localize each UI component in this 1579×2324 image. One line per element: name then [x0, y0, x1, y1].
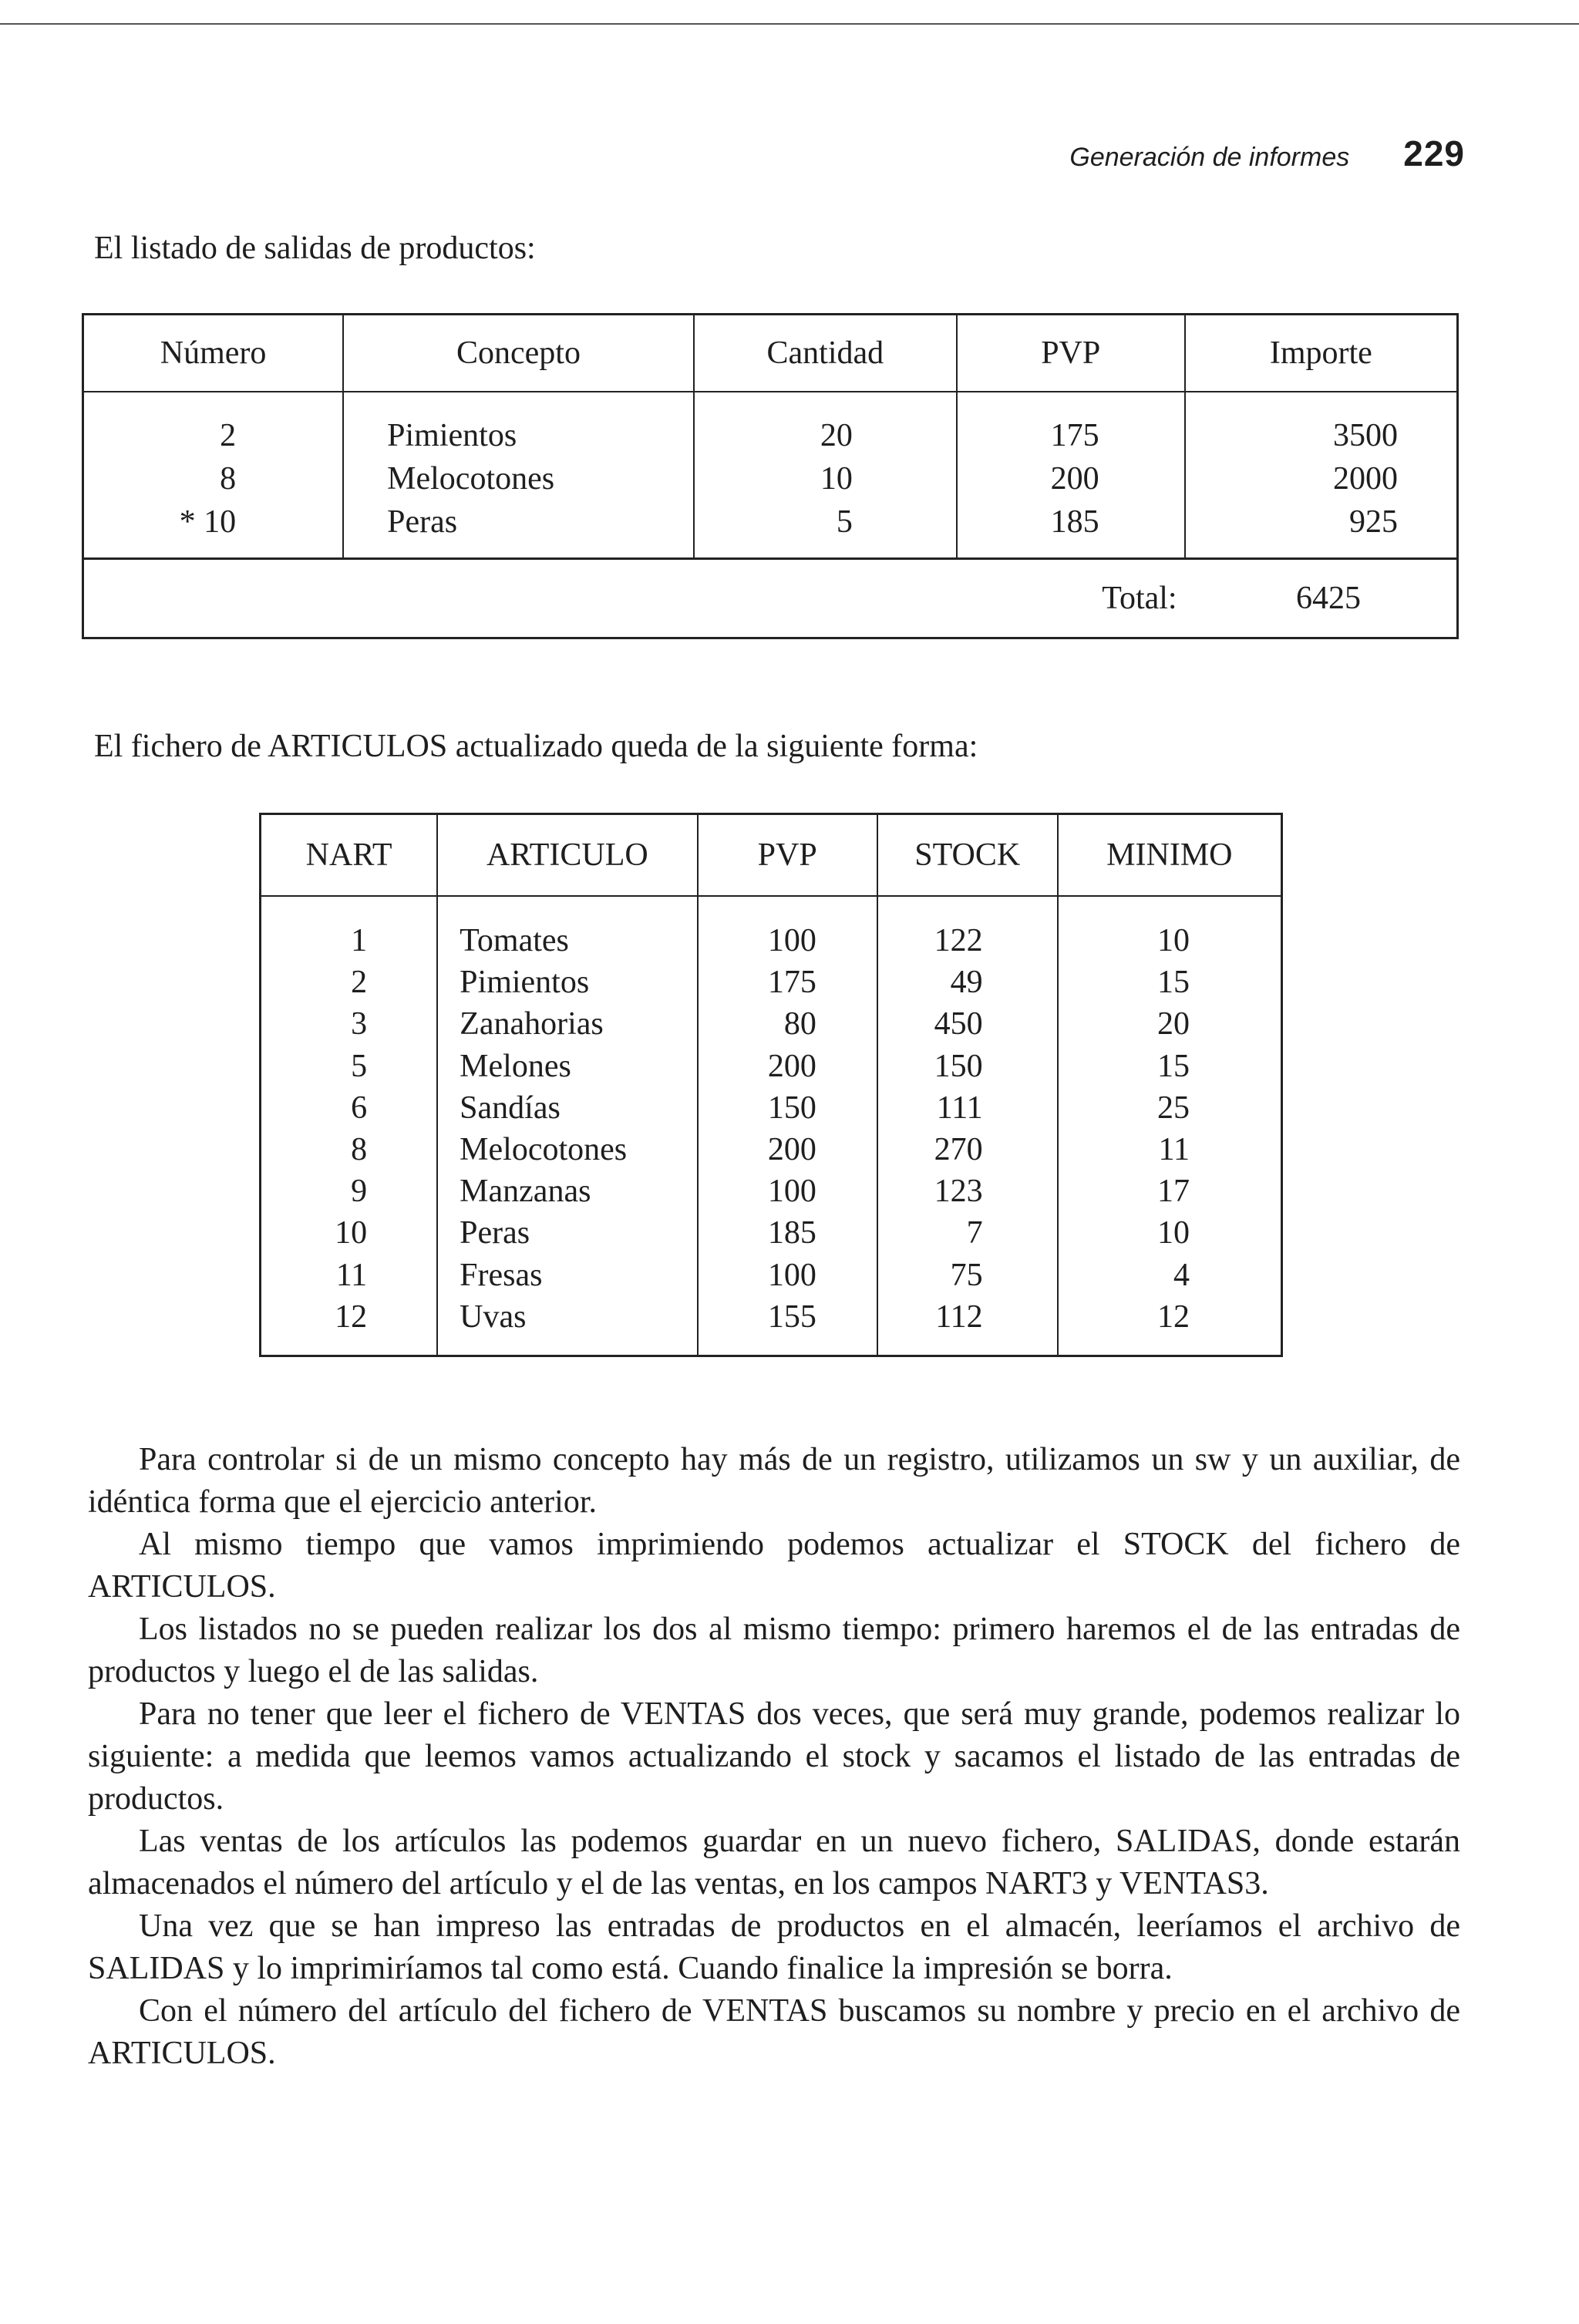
- salidas-body: [83, 392, 1458, 559]
- table-cell: 2: [351, 965, 368, 1001]
- col-pvp: PVP: [957, 315, 1185, 392]
- paragraph: Para no tener que leer el fichero de VENTAS dos veces, que será muy grande, podemos realizar lo siguiente: a medida que leemos vamos actualizando el stock y sacamos el listado de las entradas de productos.: [88, 1696, 1460, 1817]
- paragraph: Las ventas de los artículos las podemos guardar en un nuevo fichero, SALIDAS, donde estarán almacenados el número del artículo y el de las ventas, en los campos NART3 y VENTAS3.: [88, 1824, 1460, 1901]
- table-cell: 8: [351, 1131, 368, 1167]
- table-cell: Manzanas: [460, 1174, 591, 1210]
- table-cell: Pimientos: [387, 418, 517, 453]
- table-cell: 12: [1157, 1298, 1190, 1335]
- salidas-header-row: [83, 315, 1458, 392]
- concepto-cell: [343, 392, 694, 559]
- table-cell: 20: [1157, 1006, 1190, 1042]
- table-cell: 150: [767, 1090, 816, 1126]
- articulo-cell: [437, 896, 697, 1356]
- col-articulo: ARTICULO: [437, 814, 697, 897]
- table-cell: 3: [351, 1006, 368, 1042]
- table-cell: Fresas: [460, 1257, 543, 1293]
- articulos-body: [261, 896, 1282, 1356]
- pvp-cell: [957, 392, 1185, 559]
- table-cell: 5: [836, 504, 853, 540]
- table-cell: 17: [1157, 1174, 1190, 1210]
- running-head: [1018, 133, 1465, 174]
- table-cell: 270: [934, 1131, 983, 1167]
- table-cell: 80: [783, 1006, 816, 1042]
- articulos-lead: El fichero de ARTICULOS actualizado queda de la siguiente forma:: [94, 729, 978, 764]
- paragraph: Para controlar si de un mismo concepto hay más de un registro, utilizamos un sw y un auxiliar, de idéntica forma que el ejercicio anterior.: [88, 1442, 1460, 1520]
- table-cell: 9: [351, 1174, 368, 1210]
- table-cell: 112: [935, 1298, 983, 1335]
- table-cell: 7: [966, 1215, 983, 1251]
- total-label: Total:: [83, 559, 1185, 638]
- col-numero: Número: [83, 315, 344, 392]
- table-cell: 15: [1157, 965, 1190, 1001]
- table-cell: 6: [351, 1090, 368, 1126]
- numero-cell: [83, 392, 344, 559]
- table-cell: 200: [767, 1131, 816, 1167]
- table-cell: 10: [1157, 1215, 1190, 1251]
- table-cell: 8: [220, 461, 237, 497]
- col-nart: NART: [261, 814, 438, 897]
- table-cell: 10: [1157, 923, 1190, 958]
- col-importe: Importe: [1185, 315, 1458, 392]
- table-cell: 25: [1157, 1090, 1190, 1126]
- table-cell: 2000: [1333, 461, 1398, 497]
- table-cell: 185: [1050, 504, 1099, 540]
- cantidad-cell: [694, 392, 957, 559]
- table-cell: 49: [950, 965, 983, 1001]
- table-cell: Sandías: [460, 1090, 561, 1126]
- table-cell: * 10: [179, 504, 237, 540]
- top-rule: [0, 23, 1579, 25]
- col-cantidad: Cantidad: [694, 315, 957, 392]
- table-cell: Melocotones: [387, 461, 555, 497]
- col-pvp: PVP: [698, 814, 877, 897]
- table-cell: 3500: [1333, 418, 1398, 453]
- table-cell: 175: [767, 965, 816, 1001]
- table-cell: 11: [1158, 1131, 1190, 1167]
- paragraph: Al mismo tiempo que vamos imprimiendo podemos actualizar el STOCK del fichero de ARTICULOS.: [88, 1527, 1460, 1605]
- table-cell: 75: [950, 1257, 983, 1293]
- table-cell: 122: [934, 923, 983, 958]
- table-cell: 200: [767, 1048, 816, 1084]
- table-cell: 150: [934, 1048, 983, 1084]
- importe-cell: [1185, 392, 1458, 559]
- col-concepto: Concepto: [343, 315, 694, 392]
- col-stock: STOCK: [877, 814, 1058, 897]
- table-cell: Pimientos: [460, 965, 590, 1001]
- table-cell: 11: [335, 1257, 368, 1293]
- table-cell: 15: [1157, 1048, 1190, 1084]
- body-text: [88, 1439, 1460, 2075]
- page-number: 229: [1403, 133, 1465, 173]
- table-cell: 5: [351, 1048, 368, 1084]
- table-cell: 100: [767, 1174, 816, 1210]
- articulos-table: [259, 813, 1283, 1357]
- running-title: Generación de informes: [1069, 143, 1350, 172]
- table-cell: 20: [820, 418, 853, 453]
- table-cell: 111: [936, 1090, 983, 1126]
- table-cell: 4: [1173, 1257, 1190, 1293]
- table-cell: Zanahorias: [460, 1006, 604, 1042]
- table-cell: Peras: [460, 1215, 530, 1251]
- articulos-header-row: [261, 814, 1282, 897]
- table-cell: 175: [1050, 418, 1099, 453]
- table-cell: 2: [220, 418, 237, 453]
- salidas-lead: El listado de salidas de productos:: [94, 231, 536, 266]
- minimo-cell: [1058, 896, 1282, 1356]
- nart-cell: [261, 896, 438, 1356]
- table-cell: 123: [934, 1174, 983, 1210]
- table-cell: 925: [1349, 504, 1398, 540]
- salidas-table: [82, 313, 1459, 639]
- paragraph: Una vez que se han impreso las entradas de productos en el almacén, leeríamos el archivo de SALIDAS y lo imprimiríamos tal como está. Cuando finalice la impresión se borra.: [88, 1908, 1460, 1986]
- table-cell: 100: [767, 1257, 816, 1293]
- table-cell: Melocotones: [460, 1131, 628, 1167]
- total-value: 6425: [1185, 559, 1458, 638]
- table-cell: 12: [335, 1298, 368, 1335]
- stock-cell: [877, 896, 1058, 1356]
- table-cell: Uvas: [460, 1298, 527, 1335]
- paragraph: Los listados no se pueden realizar los dos al mismo tiempo: primero haremos el de las entradas de productos y luego el de las salidas.: [88, 1612, 1460, 1689]
- col-minimo: MINIMO: [1058, 814, 1282, 897]
- table-cell: 100: [767, 923, 816, 958]
- paragraph: Con el número del artículo del fichero de VENTAS buscamos su nombre y precio en el archivo de ARTICULOS.: [88, 1993, 1460, 2071]
- pvp-cell: [698, 896, 877, 1356]
- table-cell: 1: [351, 923, 368, 958]
- table-cell: 10: [820, 461, 853, 497]
- table-cell: 10: [335, 1215, 368, 1251]
- table-cell: 200: [1050, 461, 1099, 497]
- total-row: [83, 559, 1458, 638]
- table-cell: 450: [934, 1006, 983, 1042]
- table-cell: 185: [767, 1215, 816, 1251]
- table-cell: 155: [767, 1298, 816, 1335]
- table-cell: Peras: [387, 504, 458, 540]
- table-cell: Tomates: [460, 923, 569, 958]
- table-cell: Melones: [460, 1048, 571, 1084]
